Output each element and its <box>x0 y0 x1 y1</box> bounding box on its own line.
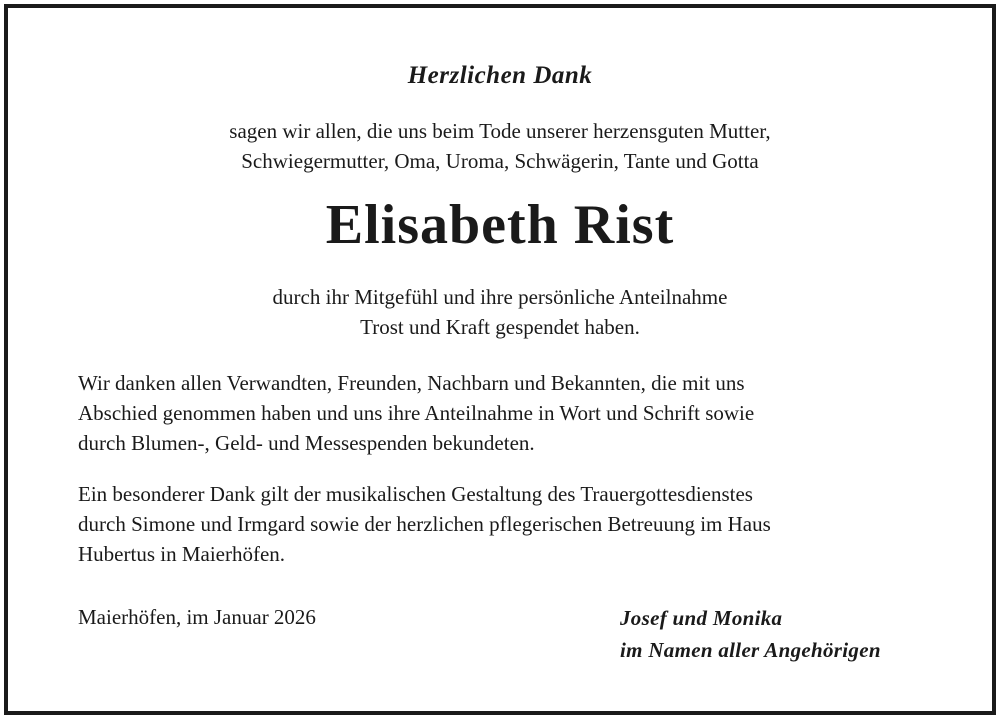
signature-block <box>620 602 881 666</box>
paragraph-line: durch Simone und Irmgard sowie der herzlichen pflegerischen Betreuung im Haus <box>78 512 771 536</box>
support-line: Trost und Kraft gespendet haben. <box>360 315 640 339</box>
support-line: durch ihr Mitgefühl und ihre persönliche Anteilnahme <box>272 285 728 309</box>
support-text <box>0 282 1000 342</box>
intro-line: sagen wir allen, die uns beim Tode unserer herzensguten Mutter, <box>229 119 771 143</box>
notice-heading: Herzlichen Dank <box>407 62 593 89</box>
paragraph-line: durch Blumen-, Geld- und Messespenden bekundeten. <box>78 431 535 455</box>
signature-subline: im Namen aller Angehörigen <box>620 638 881 662</box>
special-thanks-paragraph <box>78 479 923 569</box>
paragraph-line: Wir danken allen Verwandten, Freunden, Nachbarn und Bekannten, die mit uns <box>78 371 745 395</box>
place-date: Maierhöfen, im Januar 2026 <box>78 605 316 629</box>
signature-names: Josef und Monika <box>620 606 783 630</box>
thanks-paragraph <box>78 368 923 458</box>
deceased-name: Elisabeth Rist <box>325 194 675 256</box>
intro-text <box>0 116 1000 176</box>
paragraph-line: Abschied genommen haben und uns ihre Anteilnahme in Wort und Schrift sowie <box>78 401 755 425</box>
intro-line: Schwiegermutter, Oma, Uroma, Schwägerin, Tante und Gotta <box>241 149 759 173</box>
paragraph-line: Hubertus in Maierhöfen. <box>78 542 286 566</box>
paragraph-line: Ein besonderer Dank gilt der musikalischen Gestaltung des Trauergottesdienstes <box>78 482 753 506</box>
